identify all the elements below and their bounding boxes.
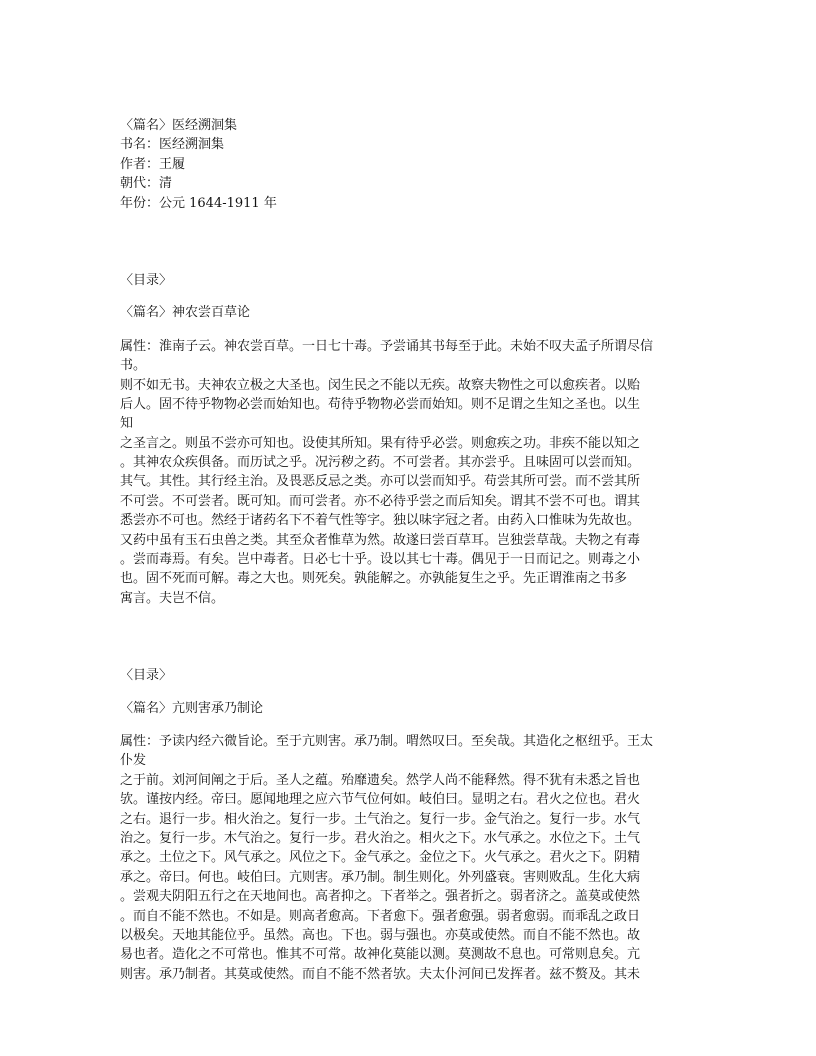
text-line: 不可尝。不可尝者。既可知。而可尝者。亦不必待乎尝之而后知矣。谓其不尝不可也。谓其 — [120, 493, 641, 509]
text-line: 后人。固不待乎物物必尝而始知也。苟待乎物物必尝而始知。则不足谓之生知之圣也。以生 — [120, 396, 641, 412]
text-line: 属性：予读内经六微旨论。至于亢则害。承乃制。喟然叹曰。至矣哉。其造化之枢纽乎。王太 — [120, 733, 654, 749]
text-line: 悉尝亦不可也。然经于诸药名下不着气性等字。独以味字冠之者。由药入口惟味为先故也。 — [120, 513, 641, 529]
section-title: 〈篇名〉神农尝百草论 — [120, 305, 251, 321]
text-line: 之右。退行一步。相火治之。复行一步。土气治之。复行一步。金气治之。复行一步。水气 — [120, 811, 641, 827]
text-line: 承之。土位之下。风气承之。风位之下。金气承之。金位之下。火气承之。君火之下。阴精 — [120, 850, 641, 866]
text-line: 以极矣。天地其能位乎。虽然。高也。下也。弱与强也。亦莫或使然。而自不能不然也。故 — [120, 927, 641, 943]
section-body — [120, 337, 710, 608]
text-line: 属性：淮南子云。神农尝百草。一日七十毒。予尝诵其书每至于此。未始不叹夫孟子所谓尽信 — [120, 338, 654, 354]
text-line: 欤。谨按内经。帝曰。愿闻地理之应六节气位何如。岐伯曰。显明之右。君火之位也。君火 — [120, 792, 641, 808]
section-kangze — [120, 666, 710, 984]
author: 作者：王履 — [120, 156, 186, 172]
section-title: 〈篇名〉亢则害承乃制论 — [120, 700, 264, 716]
text-line: 之圣言之。则虽不尝亦可知也。设使其所知。果有待乎必尝。则愈疾之功。非疾不能以知之 — [120, 435, 641, 451]
text-line: 又药中虽有玉石虫兽之类。其至众者惟草为然。故遂曰尝百草耳。岂独尝草哉。夫物之有毒 — [120, 532, 641, 548]
text-line: 也。固不死而可解。毒之大也。则死矣。孰能解之。亦孰能复生之乎。先正谓淮南之书多 — [120, 571, 628, 587]
toc-label: 〈目录〉 — [120, 272, 173, 288]
text-line: 寓言。夫岂不信。 — [120, 590, 225, 606]
book-title: 书名：医经溯洄集 — [120, 137, 225, 153]
toc-label: 〈目录〉 — [120, 668, 173, 684]
text-line: 知 — [120, 416, 134, 432]
text-line: 则不如无书。夫神农立极之大圣也。闵生民之不能以无疾。故察夫物性之可以愈疾者。以贻 — [120, 377, 641, 393]
text-line: 。尝观夫阴阳五行之在天地间也。高者抑之。下者举之。强者折之。弱者济之。盖莫或使然 — [120, 889, 641, 905]
text-line: 。而自不能不然也。不如是。则高者愈高。下者愈下。强者愈强。弱者愈弱。而乖乱之政日 — [120, 908, 641, 924]
section-body — [120, 732, 710, 984]
document-page — [120, 116, 710, 984]
section-shennong — [120, 271, 710, 608]
text-line: 。其神农众疾俱备。而历试之乎。况污秽之药。不可尝者。其亦尝乎。且味固可以尝而知。 — [120, 455, 641, 471]
text-line: 书。 — [120, 358, 147, 374]
text-line: 仆发 — [120, 753, 147, 769]
text-line: 。尝而毒焉。有矣。岂中毒者。日必七十乎。设以其七十毒。偶见于一日而记之。则毒之小 — [120, 552, 641, 568]
text-line: 其气。其性。其行经主治。及畏恶反忌之类。亦可以尝而知乎。苟尝其所可尝。而不尝其所 — [120, 474, 641, 490]
dynasty: 朝代：清 — [120, 176, 173, 192]
chapter-heading: 〈篇名〉医经溯洄集 — [120, 118, 238, 133]
text-line: 则害。承乃制者。其莫或使然。而自不能不然者欤。夫太仆河间已发挥者。兹不赘及。其未 — [120, 966, 641, 982]
book-header — [120, 116, 710, 213]
text-line: 之于前。刘河间阐之于后。圣人之蕴。殆靡遗矣。然学人尚不能释然。得不犹有未悉之旨也 — [120, 772, 641, 788]
text-line: 治之。复行一步。木气治之。复行一步。君火治之。相火之下。水气承之。水位之下。土气 — [120, 830, 641, 846]
text-line: 易也者。造化之不可常也。惟其不可常。故神化莫能以测。莫测故不息也。可常则息矣。亢 — [120, 947, 641, 963]
text-line: 承之。帝曰。何也。岐伯曰。亢则害。承乃制。制生则化。外列盛衰。害则败乱。生化大病 — [120, 869, 641, 885]
year: 年份：公元 1644-1911 年 — [120, 195, 277, 211]
